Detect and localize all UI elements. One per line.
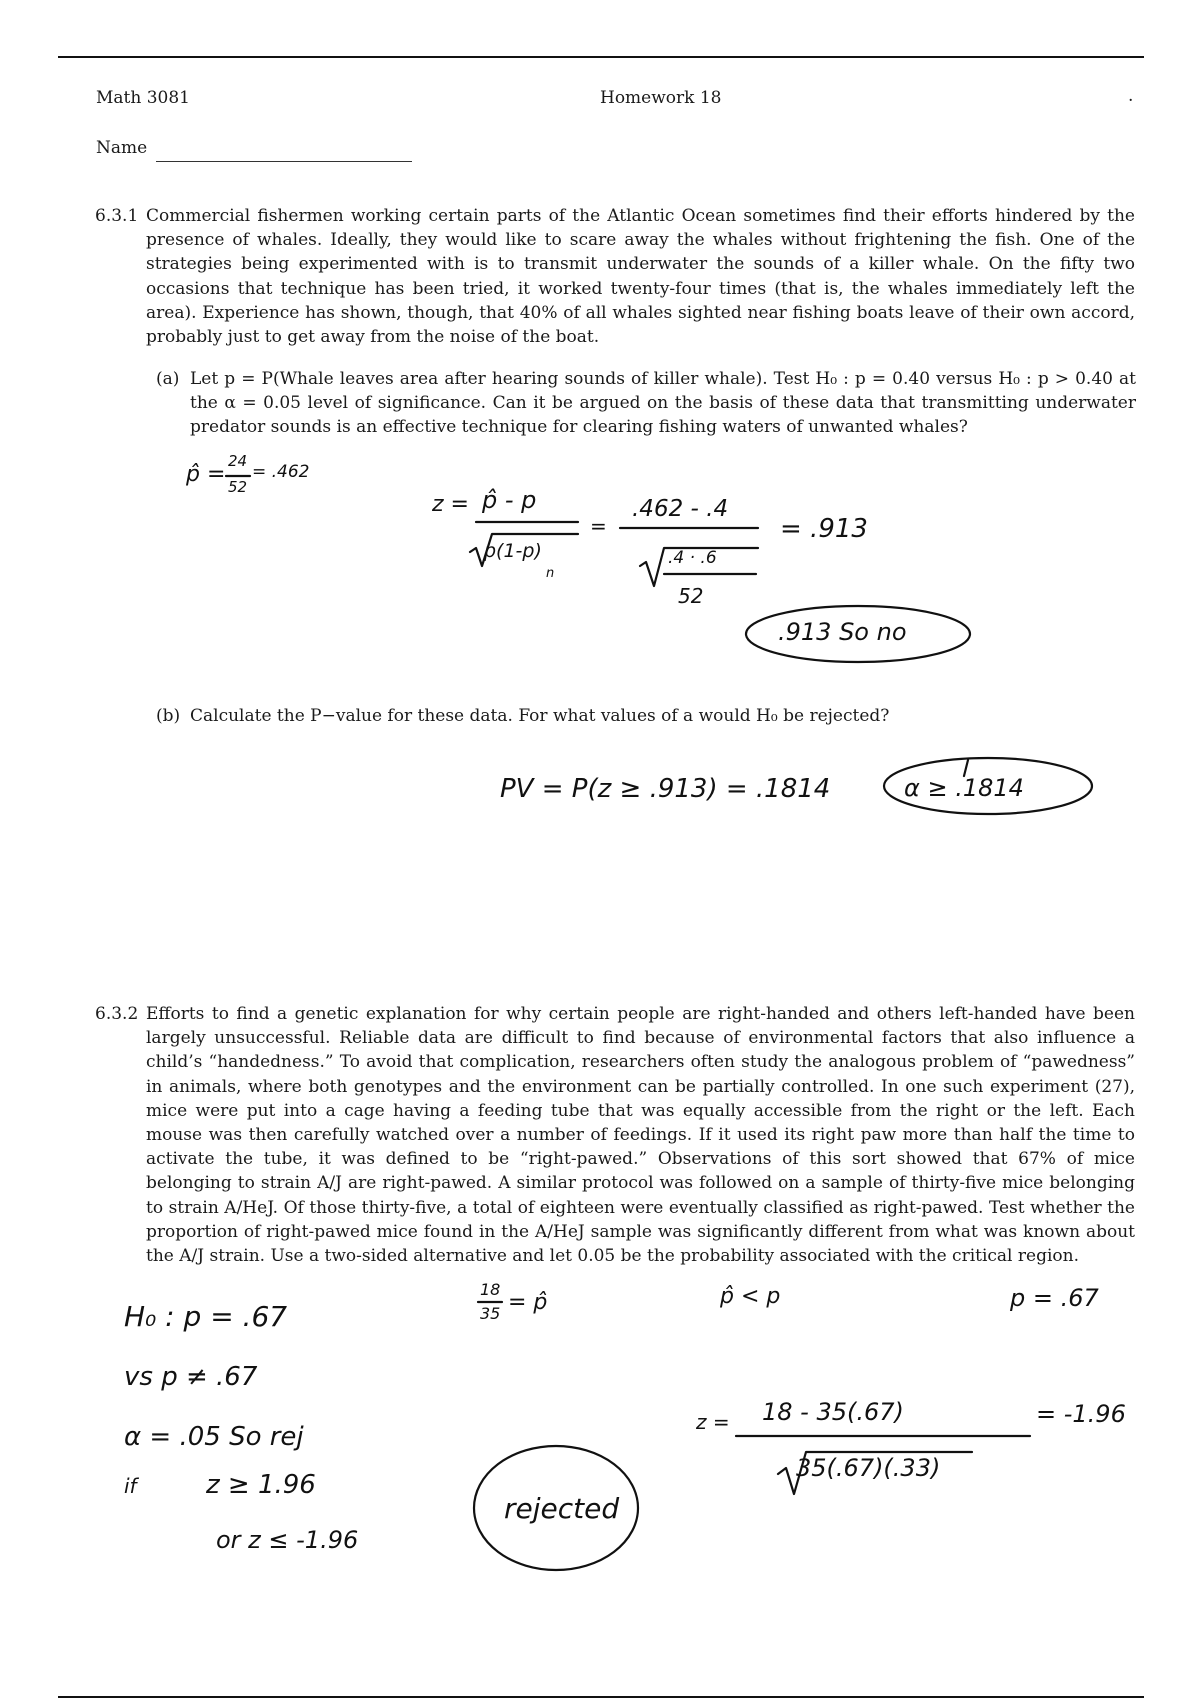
course-label: Math 3081 (96, 88, 190, 108)
part-text: Calculate the P−value for these data. For what values of a would H₀ be rejected? (190, 706, 890, 726)
problem-number: 6.3.1 (95, 206, 139, 226)
hw-z2-num: 18 - 35(.67) (762, 1398, 904, 1426)
hw-compare: p̂ < p (720, 1284, 781, 1309)
hw-den2: .4 · .6 (668, 548, 717, 568)
hw-phat-val: = .462 (252, 462, 310, 482)
hw-phat-lhs: p̂ = (186, 462, 226, 487)
hw-answer-rejected: rejected (504, 1492, 620, 1525)
hw-phat2-num: 18 (480, 1280, 501, 1299)
hw-alpha-answer: α ≥ .1814 (904, 774, 1024, 802)
problem-text: Commercial fishermen working certain parts of the Atlantic Ocean sometimes find their efforts hindered by the presence of whales. Ideally, they would like to scare away the whales without frightening the fish. One of the strategies being experimented with is to transmit underwater the sounds of a killer whale. On the fifty two occasions that technique has been tried, it worked twenty-four times (that is, the whales immediately left the area). Experience has shown, though, that 40% of all whales sighted near fishing boats leave of their own accord, probably just to get away from the noise of the boat. (146, 206, 1135, 348)
hw-z-den-n: n (546, 566, 555, 581)
hw-p-value-stated: p = .67 (1010, 1284, 1099, 1312)
homework-title: Homework 18 (600, 88, 722, 108)
hw-answer-a: .913 So no (778, 618, 907, 646)
hw-answer-circle (474, 1446, 638, 1570)
hw-answer-circle (884, 758, 1092, 814)
hw-den2-n: 52 (678, 584, 704, 608)
hw-phat2-rhs: = p̂ (508, 1290, 548, 1315)
hw-result: = .913 (780, 514, 868, 544)
problem-text: Efforts to find a genetic explanation for why certain people are right-handed and others left-handed have been largely unsuccessful. Reliable data are difficult to find because of environmental factors that also influence a child’s “handedness.” To avoid that complication, researchers often study the analogous problem of “pawedness” in animals, where both genotypes and the environment can be partially controlled. In one such experiment (27), mice were put into a cage having a feeding tube that was equally accessible from the right or the left. Each mouse was then carefully watched over a number of feedings. If it used its right paw more than half the time to activate the tube, it was defined to be “right-pawed.” Observations of this sort showed that 67% of mice belonging to strain A/J are right-pawed. A similar protocol was followed on a sample of thirty-five mice belonging to strain A/HeJ. Of those thirty-five, a total of eighteen were eventually classified as right-pawed. Test whether the proportion of right-pawed mice found in the A/HeJ sample was significantly different from what was known about the A/J strain. Use a two-sided alternative and let 0.05 be the probability associated with the critical region. (146, 1004, 1135, 1267)
hw-z-label: z = (432, 492, 469, 517)
problem-number: 6.3.2 (95, 1004, 139, 1024)
hw-tick (964, 760, 968, 776)
hw-z-den: p(1-p) (484, 540, 542, 562)
hw-radical (640, 548, 758, 586)
header-dot: . (1128, 86, 1134, 106)
hw-if: if (124, 1474, 137, 1498)
hw-null-hypothesis: H₀ : p = .67 (124, 1300, 288, 1333)
hw-eq1: = (590, 514, 607, 538)
hw-alpha-rule: α = .05 So rej (124, 1422, 304, 1452)
part-text: Let p = P(Whale leaves area after hearing sounds of killer whale). Test H₀ : p = 0.40 versus H₀ : p > 0.40 at the α = 0.05 level of significance. Can it be argued on the basis of these data that transmitting underwater predator sounds is an effective technique for clearing fishing waters of unwanted whales? (190, 369, 1136, 438)
hw-critical-upper: z ≥ 1.96 (206, 1470, 316, 1500)
hw-phat-num: 24 (228, 452, 248, 470)
hw-radical (778, 1452, 972, 1494)
hw-num2: .462 - .4 (632, 496, 729, 522)
hw-answer-circle (746, 606, 970, 662)
part-label: (b) (156, 706, 181, 726)
hw-z2-val: = -1.96 (1036, 1400, 1126, 1428)
hw-z-num: p̂ - p (482, 486, 537, 514)
hw-alt-hypothesis: vs p ≠ .67 (124, 1362, 258, 1392)
hw-pvalue: PV = P(z ≥ .913) = .1814 (500, 774, 831, 804)
name-label: Name (96, 138, 148, 158)
part-label: (a) (156, 369, 180, 389)
hw-phat-den: 52 (228, 478, 248, 496)
hw-critical-lower: or z ≤ -1.96 (216, 1526, 359, 1554)
hw-z2-den: 35(.67)(.33) (796, 1454, 941, 1482)
hw-phat2-den: 35 (480, 1304, 501, 1323)
hw-radical (470, 534, 578, 566)
hw-z2-lhs: z = (696, 1410, 730, 1434)
